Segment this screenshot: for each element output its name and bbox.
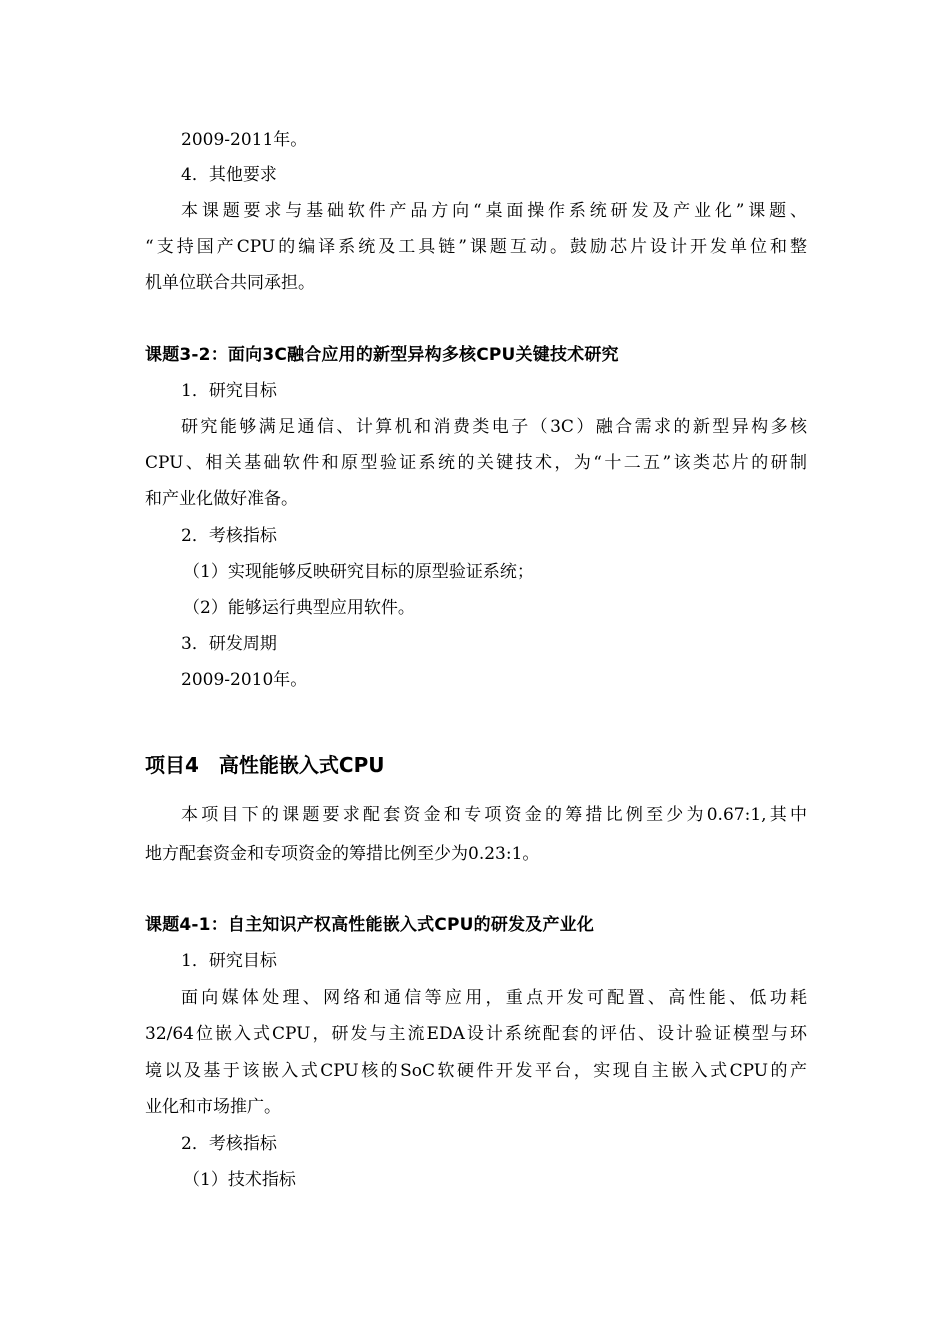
paragraph-line: 机单位联合共同承担。	[145, 273, 315, 293]
paragraph-line: 地方配套资金和专项资金的筹措比例至少为0.23:1。	[145, 844, 540, 864]
paragraph-line: 本课题要求与基础软件产品方向“桌面操作系统研发及产业化”课题、	[181, 201, 807, 221]
paragraph-line: 业化和市场推广。	[145, 1097, 281, 1117]
list-item: （1）实现能够反映研究目标的原型验证系统；	[183, 562, 534, 582]
period-text: 2009-2011年。	[181, 130, 308, 150]
period-text: 2009-2010年。	[181, 670, 308, 690]
paragraph-line: 本项目下的课题要求配套资金和专项资金的筹措比例至少为0.67:1,其中	[181, 805, 807, 825]
paragraph-line: CPU、相关基础软件和原型验证系统的关键技术，为“十二五”该类芯片的研制	[145, 453, 807, 473]
subtopic-heading-3-2: 课题3-2：面向3C融合应用的新型异构多核CPU关键技术研究	[145, 345, 619, 365]
section-heading-period: 3．研发周期	[181, 634, 277, 654]
section-heading-assessment: 2．考核指标	[181, 526, 277, 546]
subtopic-heading-4-1: 课题4-1：自主知识产权高性能嵌入式CPU的研发及产业化	[145, 915, 595, 935]
paragraph-line: 32/64位嵌入式CPU，研发与主流EDA设计系统配套的评估、设计验证模型与环	[145, 1024, 807, 1044]
paragraph-line: 研究能够满足通信、计算机和消费类电子（3C）融合需求的新型异构多核	[181, 417, 807, 437]
project-heading-4: 项目4 高性能嵌入式CPU	[145, 753, 385, 777]
section-heading-other-requirements: 4．其他要求	[181, 165, 277, 185]
paragraph-line: 和产业化做好准备。	[145, 489, 298, 509]
paragraph-line: “支持国产CPU的编译系统及工具链”课题互动。鼓励芯片设计开发单位和整	[145, 237, 807, 257]
section-heading-research-goal: 1．研究目标	[181, 951, 277, 971]
section-heading-research-goal: 1．研究目标	[181, 381, 277, 401]
list-item: （1）技术指标	[183, 1170, 296, 1190]
paragraph-line: 面向媒体处理、网络和通信等应用，重点开发可配置、高性能、低功耗	[181, 988, 807, 1008]
list-item: （2）能够运行典型应用软件。	[183, 598, 415, 618]
section-heading-assessment: 2．考核指标	[181, 1134, 277, 1154]
paragraph-line: 境以及基于该嵌入式CPU核的SoC软硬件开发平台，实现自主嵌入式CPU的产	[145, 1061, 807, 1081]
